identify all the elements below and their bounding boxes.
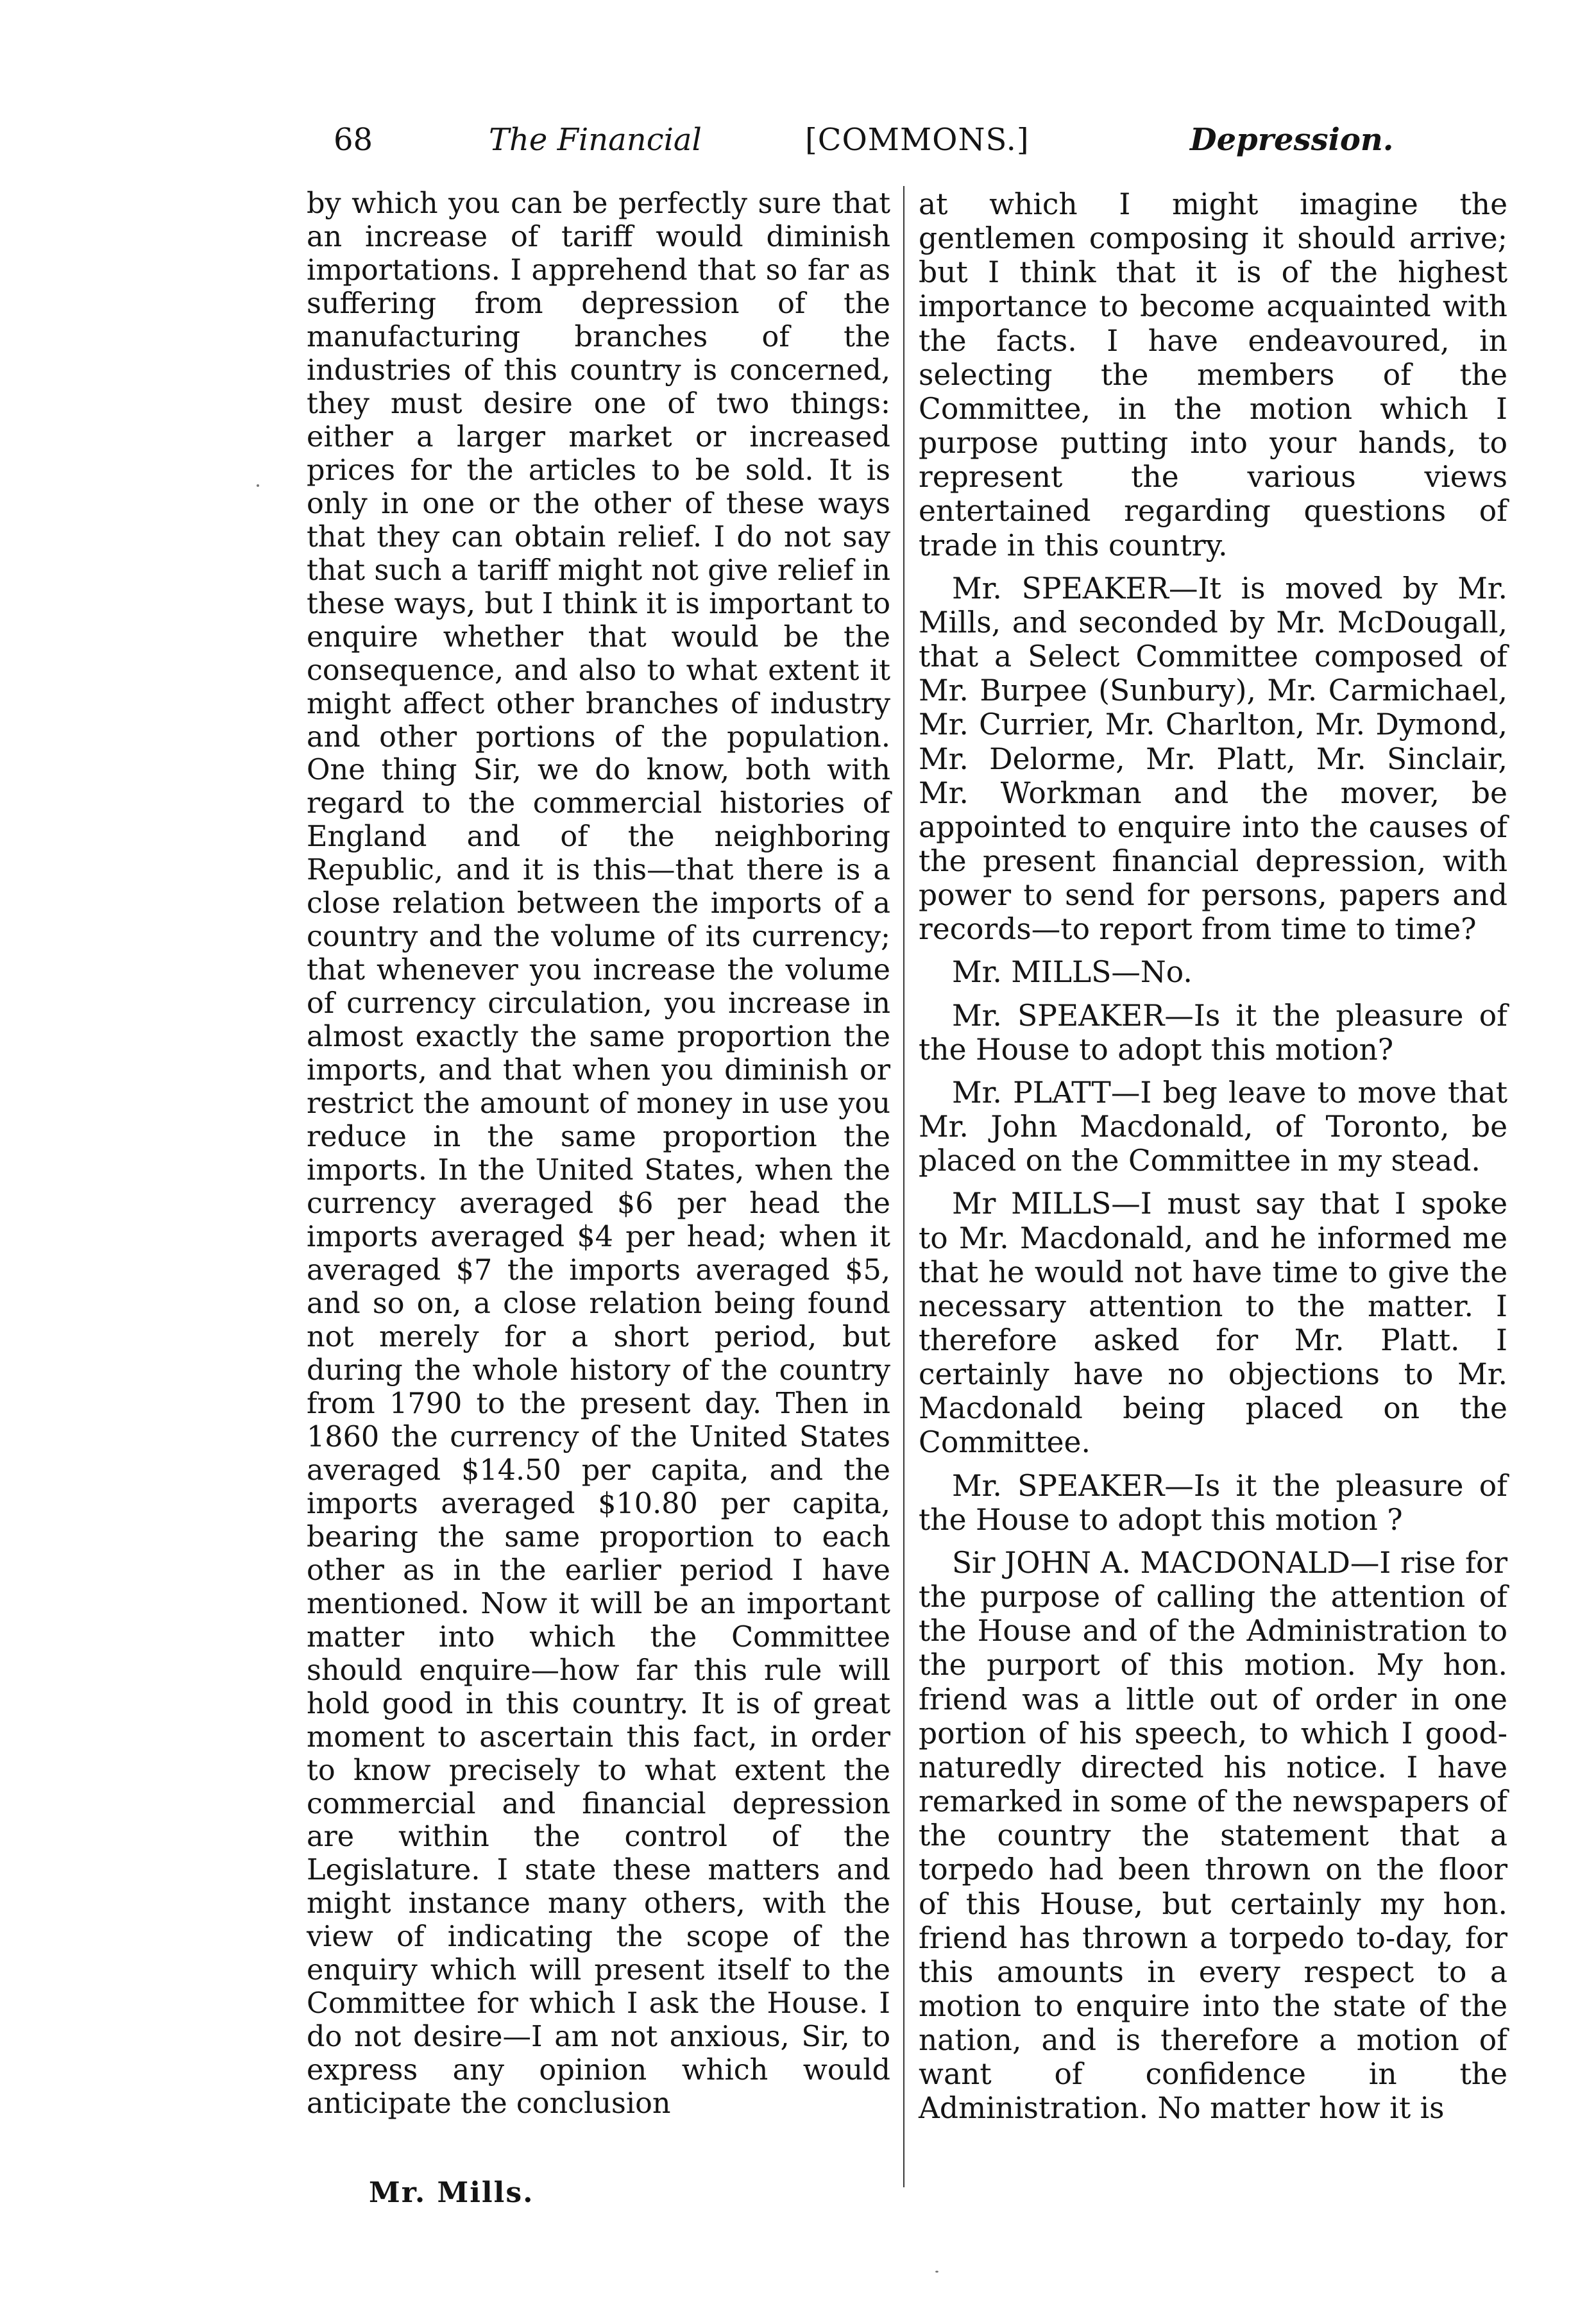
right-paragraph-speaker-question-1: Mr. SPEAKER—Is it the pleasure of the House to adopt this motion?	[919, 998, 1507, 1067]
chamber-label: [COMMONS.]	[805, 122, 1030, 158]
right-paragraph-macdonald: Sir JOHN A. MACDONALD—I rise for the purpose of calling the attention of the House and of the Administration to the purport of this motion. My hon. friend was a little out of order in one portion of his speech, to which I good-naturedly directed his notice. I have remarked in some of the newspapers of the country the statement that a torpedo had been thrown on the floor of this House, but certainly my hon. friend has thrown a torpedo to-day, for this amounts in every respect to a motion to enquire into the state of the nation, and is therefore a motion of want of confidence in the Administration. No matter how it is	[919, 1545, 1507, 2126]
right-paragraph-mills-no: Mr. MILLS—No.	[952, 955, 1193, 990]
page-signature: Mr. Mills.	[369, 2176, 534, 2209]
running-title: The Financial	[489, 122, 702, 158]
right-paragraph-continuation: at which I might imagine the gentlemen composing it should arrive; but I think that it is of the highest importance to become acquainted with the facts. I have endeavoured, in selecting the members of the Committee, in the motion which I purpose putting into your hands, to represent the various views entertained regarding questions of trade in this country.	[919, 187, 1507, 563]
right-paragraph-speaker-motion: Mr. SPEAKER—It is moved by Mr. Mills, and seconded by Mr. McDougall, that a Select Committee composed of Mr. Burpee (Sunbury), Mr. Carmichael, Mr. Currier, Mr. Charlton, Mr. Dymond, Mr. Delorme, Mr. Platt, Mr. Sinclair, Mr. Workman and the mover, be appointed to enquire into the causes of the present financial depression, with power to send for persons, papers and records—to report from time to time?	[919, 571, 1507, 947]
page-header	[0, 122, 1596, 167]
left-column	[307, 187, 890, 2137]
page-number: 68	[334, 122, 373, 158]
column-divider	[903, 186, 904, 2187]
right-paragraph-mills-reply: Mr MILLS—I must say that I spoke to Mr. Macdonald, and he informed me that he would not have time to give the necessary attention to the matter. I therefore asked for Mr. Platt. I certainly have no objections to Mr. Macdonald being placed on the Committee.	[919, 1187, 1507, 1460]
print-speck	[935, 2271, 938, 2273]
topic-label: Depression.	[1190, 122, 1394, 158]
right-paragraph-platt: Mr. PLATT—I beg leave to move that Mr. John Macdonald, of Toronto, be placed on the Committee in my stead.	[919, 1075, 1507, 1178]
print-speck	[257, 484, 259, 487]
right-paragraph-speaker-question-2: Mr. SPEAKER—Is it the pleasure of the House to adopt this motion ?	[919, 1468, 1507, 1537]
right-column	[919, 187, 1507, 2163]
left-column-text: by which you can be perfectly sure that an increase of tariff would diminish importations. I apprehend that so far as suffering from depression of the manufacturing branches of the industries of this country is concerned, they must desire one of two things: either a larger market or increased prices for the articles to be sold. It is only in one or the other of these ways that they can obtain relief. I do not say that such a tariff might not give relief in these ways, but I think it is important to enquire whether that would be the consequence, and also to what extent it might affect other branches of industry and other portions of the population. One thing Sir, we do know, both with regard to the commercial histories of England and of the neighboring Republic, and it is this—that there is a close relation between the imports of a country and the volume of its currency; that whenever you increase the volume of currency circulation, you increase in almost exactly the same proportion the imports, and that when you diminish or restrict the amount of money in use you reduce in the same proportion the imports. In the United States, when the currency averaged $6 per head the imports averaged $4 per head; when it averaged $7 the imports averaged $5, and so on, a close relation being found not merely for a short period, but during the whole history of the country from 1790 to the present day. Then in 1860 the currency of the United States averaged $14.50 per capita, and the imports averaged $10.80 per capita, bearing the same proportion to each other as in the earlier period I have mentioned. Now it will be an important matter into which the Committee should enquire—how far this rule will hold good in this country. It is of great moment to ascertain this fact, in order to know precisely to what extent the commercial and financial depression are within the control of the Legislature. I state these matters and might instance many others, with the view of indicating the scope of the enquiry which will present itself to the Committee for which I ask the House. I do not desire—I am not anxious, Sir, to express any opinion which would anticipate the conclusion	[307, 187, 890, 2121]
